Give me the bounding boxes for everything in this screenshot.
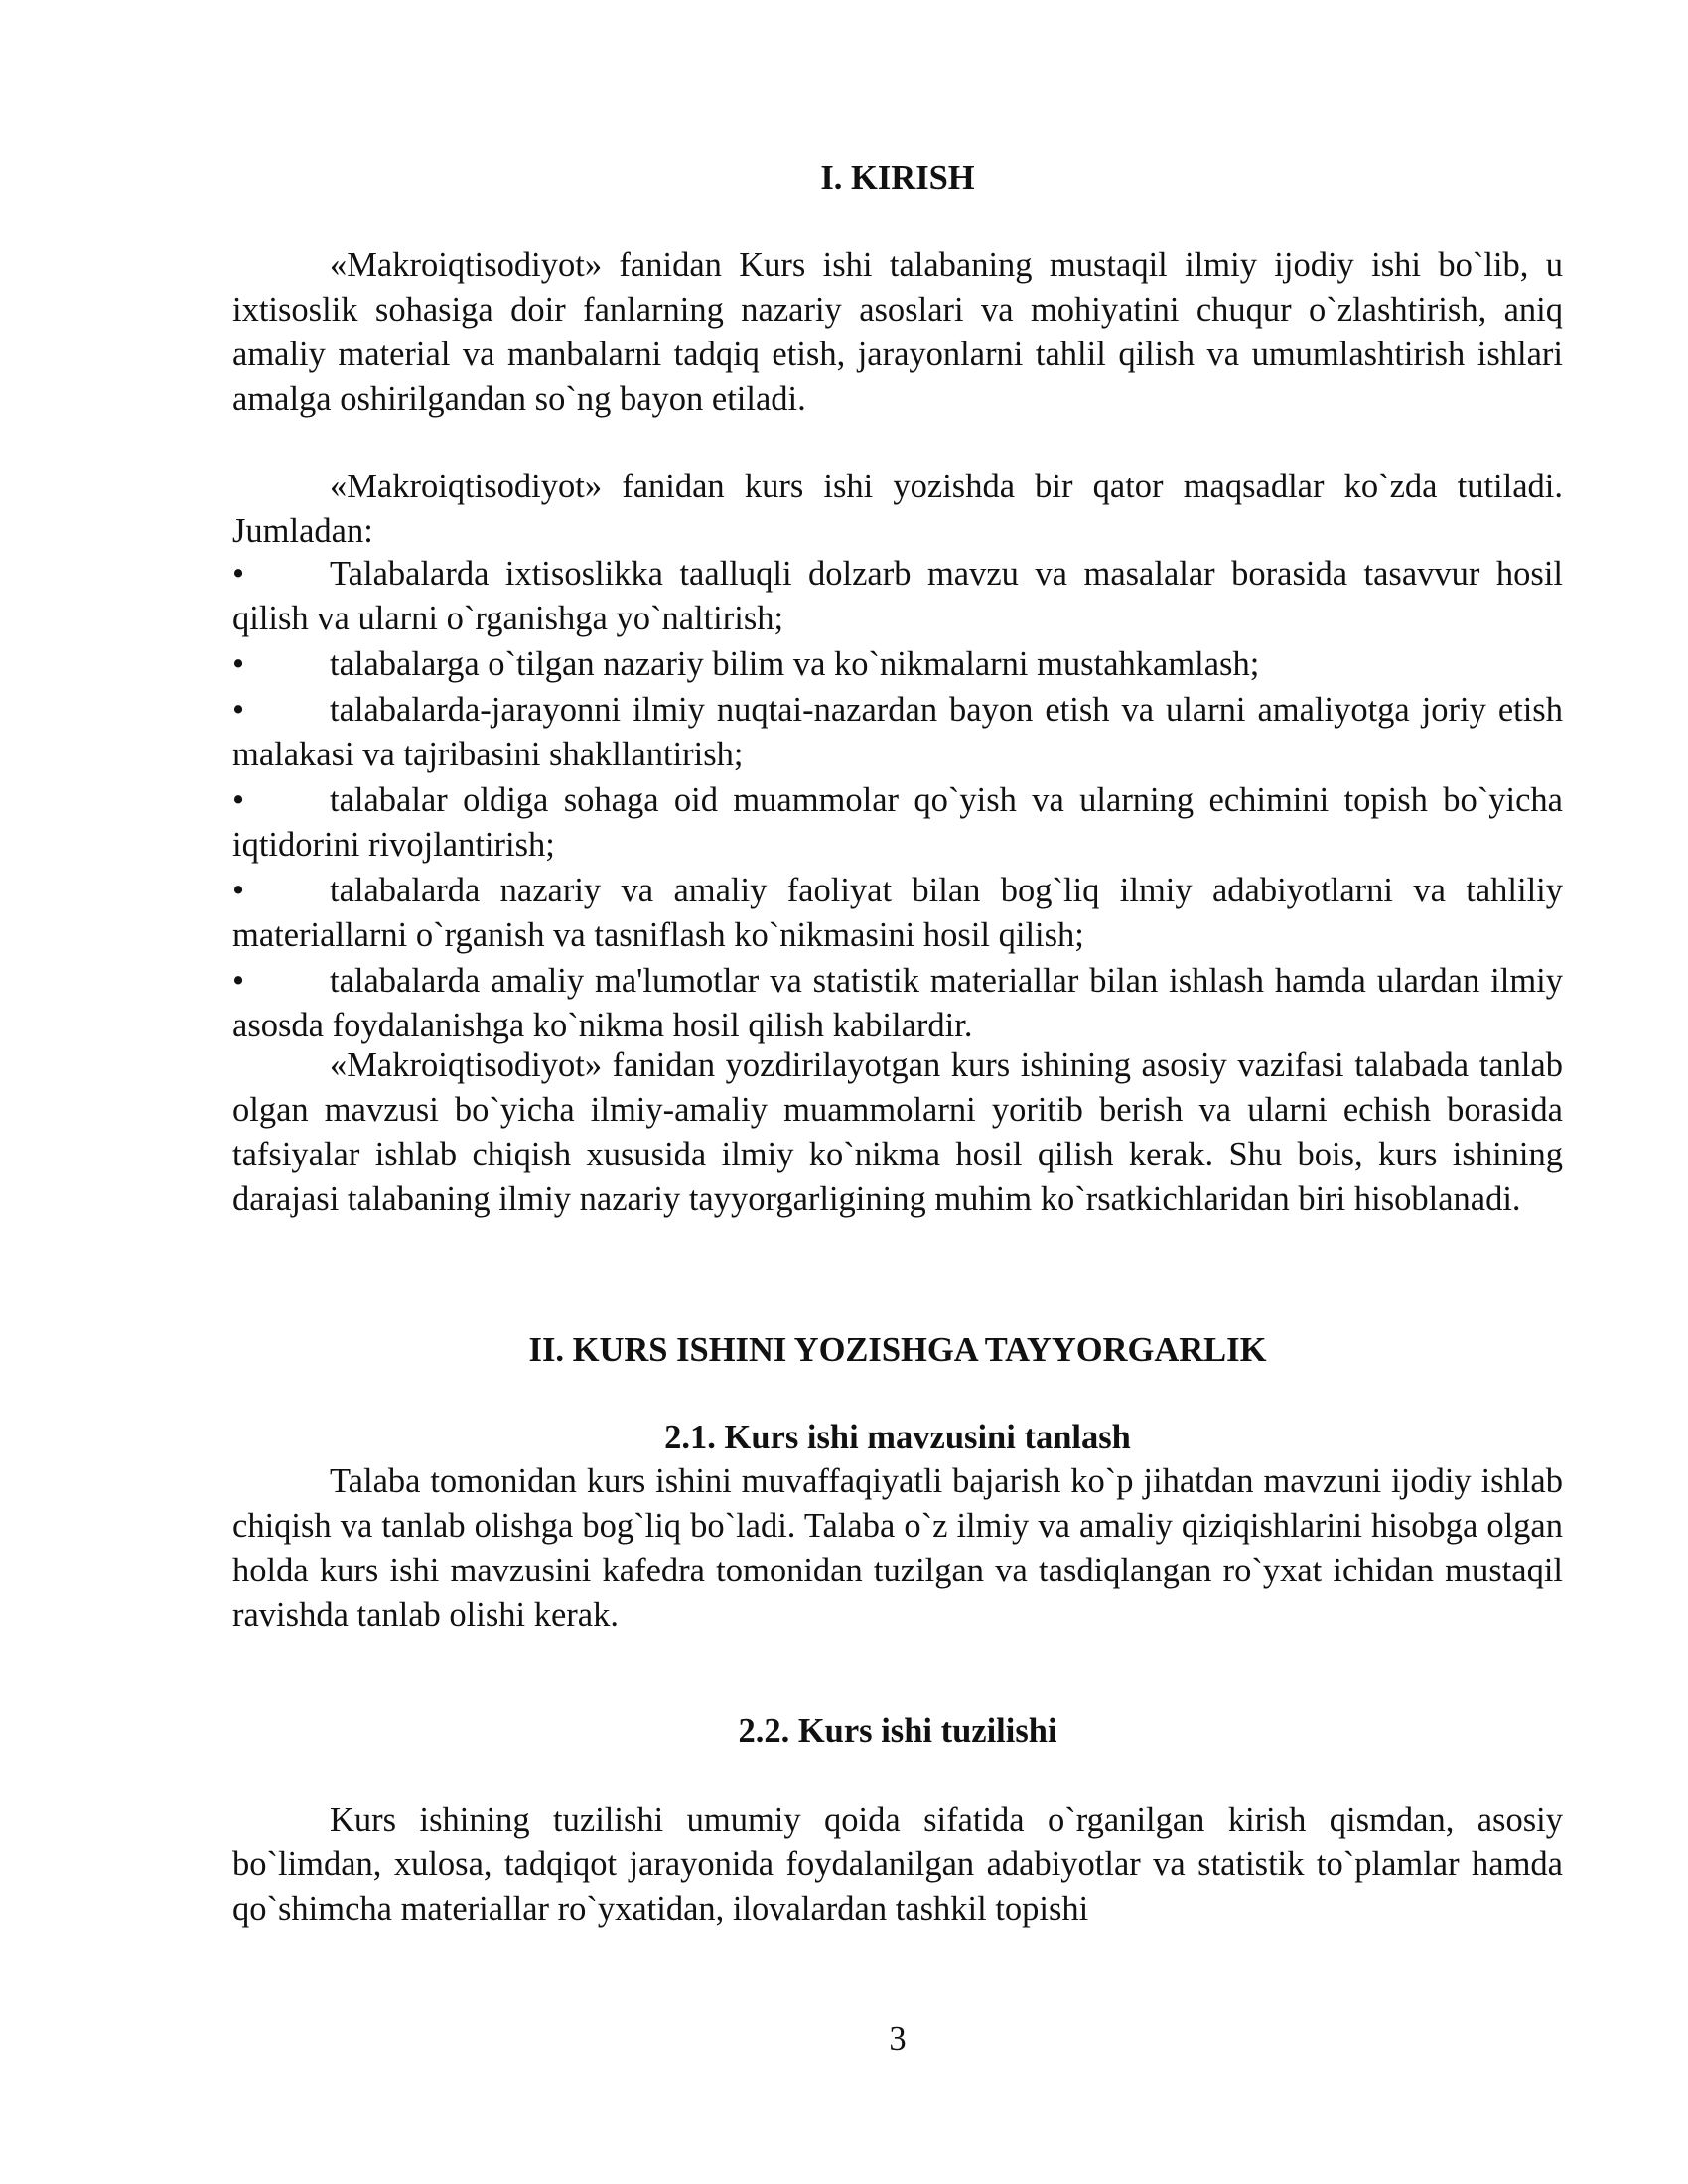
list-item-text: talabalarga o`tilgan nazariy bilim va ko`nikmalarni mustahkamlash; xyxy=(330,645,1260,683)
list-item xyxy=(232,869,1563,958)
list-item xyxy=(232,642,1563,687)
bullet-icon: • xyxy=(232,645,245,683)
page-number: 3 xyxy=(889,2020,907,2058)
bullet-icon: • xyxy=(232,555,245,593)
list-item-text: talabalarda-jarayonni ilmiy nuqtai-nazardan bayon etish va ularni amaliyotga joriy etish malakasi va tajribasini shakllantirish; xyxy=(232,691,1563,773)
list-item-text: Talabalarda ixtisoslikka taalluqli dolzarb mavzu va masalalar borasida tasavvur hosil qilish va ularni o`rganishga yo`naltirish; xyxy=(232,555,1563,637)
list-item xyxy=(232,552,1563,641)
structure-paragraph: Kurs ishining tuzilishi umumiy qoida sifatida o`rganilgan kirish qismdan, asosiy bo`limdan, xulosa, tadqiqot jarayonida foydalanilgan adabiyotlar va statistik to`plamlar hamda qo`shimcha materiallar ro`yxatidan, ilovalardan tashkil topishi xyxy=(232,1801,1563,1928)
bullet-icon: • xyxy=(232,962,245,1000)
topic-selection-paragraph: Talaba tomonidan kurs ishini muvaffaqiyatli bajarish ko`p jihatdan mavzuni ijodiy ishlab chiqish va tanlab olishga bog`liq bo`ladi. Talaba o`z ilmiy va amaliy qiziqishlarini hisobga olgan holda kurs ishi mavzusini kafedra tomonidan tuzilgan va tasdiqlangan ro`yxat ichidan mustaqil ravishda tanlab olishi kerak. xyxy=(232,1462,1563,1634)
bullet-icon: • xyxy=(232,781,245,819)
list-item xyxy=(232,959,1563,1048)
list-item-text: talabalarda amaliy ma'lumotlar va statistik materiallar bilan ishlash hamda ulardan ilmiy asosda foydalanishga ko`nikma hosil qilish kabilardir. xyxy=(232,962,1563,1044)
list-item-text: talabalar oldiga sohaga oid muammolar qo`yish va ularning echimini topish bo`yicha iqtidorini rivojlantirish; xyxy=(232,781,1563,864)
subsection-heading-topic-selection: 2.1. Kurs ishi mavzusini tanlash xyxy=(664,1419,1131,1456)
goals-intro-paragraph: «Makroiqtisodiyot» fanidan kurs ishi yozishda bir qator maqsadlar ko`zda tutiladi. Jumladan: xyxy=(232,468,1563,550)
tasks-paragraph: «Makroiqtisodiyot» fanidan yozdirilayotgan kurs ishining asosiy vazifasi talabada tanlab olgan mavzusi bo`yicha ilmiy-amaliy muammolarni yoritib berish va ularni echish borasida tafsiyalar ishlab chiqish xususida ilmiy ko`nikma hosil qilish kerak. Shu bois, kurs ishining darajasi talabaning ilmiy nazariy tayyorgarligining muhim ko`rsatkichlaridan biri hisoblanadi. xyxy=(232,1046,1563,1218)
document-page xyxy=(232,0,1563,2184)
bullet-icon: • xyxy=(232,691,245,729)
subsection-heading-structure: 2.2. Kurs ishi tuzilishi xyxy=(738,1712,1057,1750)
section-heading-preparation: II. KURS ISHINI YOZISHGA TAYYORGARLIK xyxy=(528,1331,1267,1369)
bullet-icon: • xyxy=(232,872,245,909)
list-item xyxy=(232,688,1563,777)
goals-bullet-list xyxy=(232,552,1563,1048)
list-item-text: talabalarda nazariy va amaliy faoliyat bilan bog`liq ilmiy adabiyotlarni va tahliliy materiallarni o`rganish va tasniflash ko`nikmasini hosil qilish; xyxy=(232,872,1563,954)
section-heading-kirish: I. KIRISH xyxy=(820,159,975,197)
intro-paragraph: «Makroiqtisodiyot» fanidan Kurs ishi talabaning mustaqil ilmiy ijodiy ishi bo`lib, u ixtisoslik sohasiga doir fanlarning nazariy asoslari va mohiyatini chuqur o`zlashtirish, aniq amaliy material va manbalarni tadqiq etish, jarayonlarni tahlil qilish va umumlashtirish ishlari amalga oshirilgandan so`ng bayon etiladi. xyxy=(232,246,1563,418)
list-item xyxy=(232,778,1563,868)
